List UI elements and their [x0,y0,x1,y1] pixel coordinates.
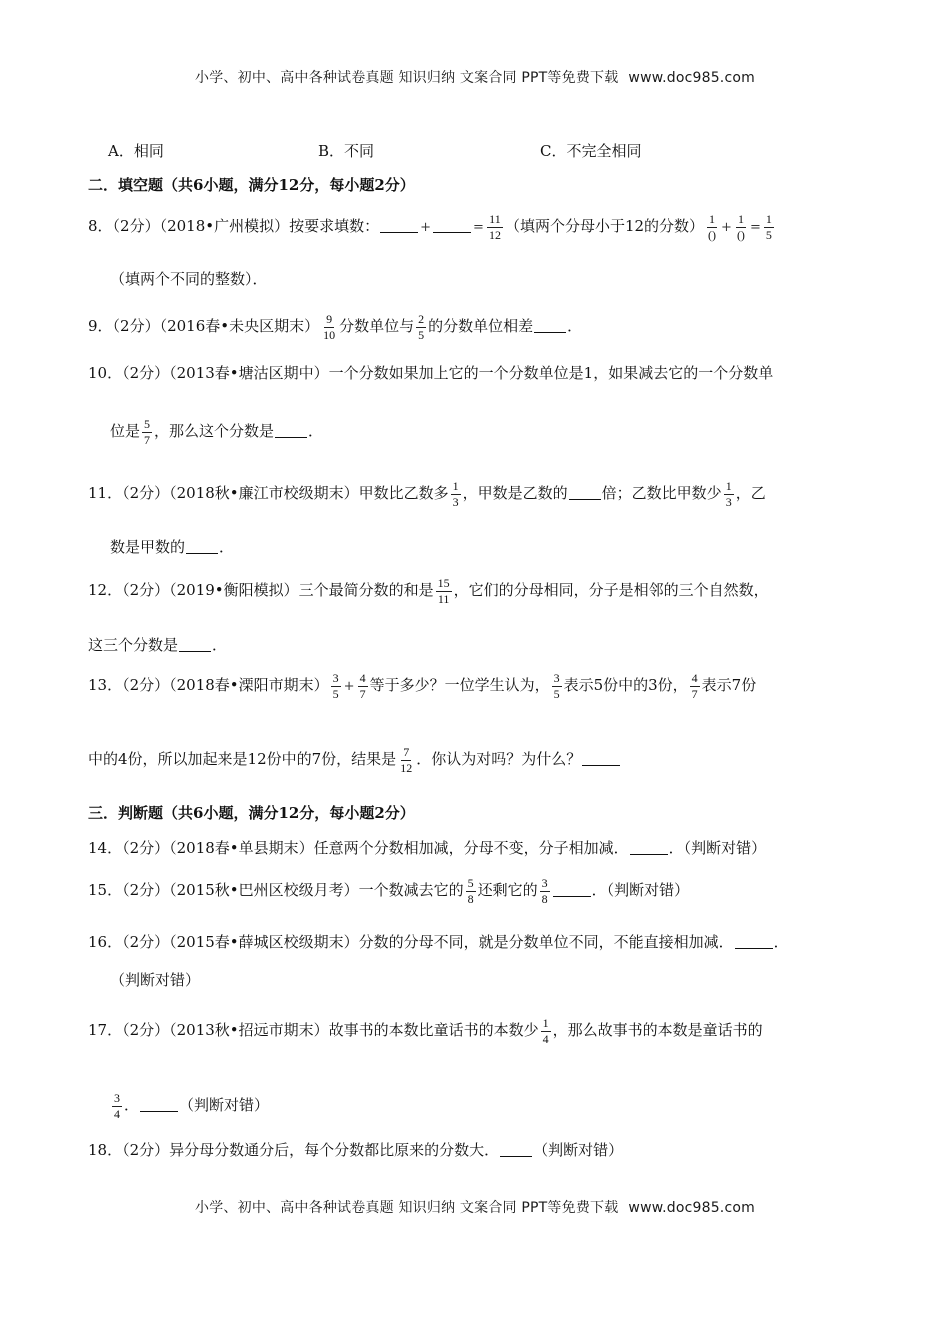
q13-mid2: 表示5份中的3份， [563,676,688,695]
q15-prefix: 15．（2分）（2015秋•巴州区校级月考）一个数减去它的 [88,881,464,900]
option-c: C．不完全相同 [540,142,642,160]
q8-prefix: 8．（2分）（2018•广州模拟）按要求填数： [88,217,380,236]
header-text: 小学、初中、高中各种试卷真题 知识归纳 文案合同 PPT等免费下载 [195,70,619,86]
option-a: A．相同 [108,142,164,160]
q12-end: ． [212,636,228,654]
plus-sign: + [721,219,732,235]
question-16 [88,935,789,950]
question-14 [88,841,766,856]
question-17 [88,1017,763,1045]
q9-mid: 分数单位与 [339,317,415,336]
answer-blank [735,947,773,949]
question-13-line2 [88,746,621,774]
q16-line2: （判断对错） [110,971,201,989]
q12-line2: 这三个分数是 [88,636,179,654]
plus-sign: + [420,219,432,235]
section-title-judgement: 三．判断题（共6小题，满分12分，每小题2分） [88,804,415,822]
fraction: $\frac{1}{5}$ [765,212,772,242]
fraction: $\frac{4}{7}$ [691,671,698,701]
fraction: $\frac{1}{4}$ [542,1016,549,1046]
fraction: $\frac{1}{3}$ [452,479,459,509]
q10-end: ． [308,422,324,441]
q8-line2: （填两个不同的整数）． [110,270,268,288]
q9-suffix: 的分数单位相差 [428,317,534,336]
fraction: $\frac{3}{8}$ [541,876,548,906]
q10-mid2: ，那么这个分数是 [154,422,275,441]
q9-end: ． [567,317,583,336]
footer-url[interactable]: www.doc985.com [628,1200,755,1216]
page-header [0,67,950,87]
page-footer [0,1197,950,1217]
question-12-line2 [88,638,227,653]
answer-blank [433,231,471,233]
answer-blank [569,498,601,500]
fraction: $\frac{4}{7}$ [359,671,366,701]
q13-prefix: 13．（2分）（2018春•溧阳市期末） [88,676,329,695]
q14-text: 14．（2分）（2018春•单县期末）任意两个分数相加减，分母不变，分子相加减． [88,839,629,857]
fraction: $\frac{3}{5}$ [332,671,339,701]
answer-blank [553,895,591,897]
q11-mid: ，甲数是乙数的 [462,484,568,503]
q18-text: 18．（2分）异分母分数通分后，每个分数都比原来的分数大． [88,1141,500,1159]
q16-end: ． [773,933,789,951]
fraction: $\frac{15}{11}$ [437,576,450,606]
q16-text: 16．（2分）（2015春•薛城区校级期末）分数的分母不同，就是分数单位不同，不能直接相加减． [88,933,734,951]
fraction: $\frac{5}{8}$ [467,876,474,906]
question-12 [88,577,769,605]
answer-blank [275,436,307,438]
fraction: $\frac{7}{12}$ [400,745,413,775]
q13-mid: 等于多少？一位学生认为， [369,676,550,695]
q15-end: ．（判断对错） [591,881,690,900]
question-15 [88,877,689,905]
question-9 [88,313,582,341]
answer-blank [380,231,418,233]
fraction: $\frac{9}{10}$ [323,312,336,342]
equals-sign: = [749,219,761,235]
answer-blank [500,1155,532,1157]
plus-sign: + [343,678,355,694]
fraction: $\frac{1}{()}$ [736,212,745,242]
question-11-line2 [110,540,234,555]
answer-blank [582,764,620,766]
q11-prefix: 11．（2分）（2018秋•廉江市校级期末）甲数比乙数多 [88,484,449,503]
header-url[interactable]: www.doc985.com [628,70,755,86]
q8-mid: （填两个分母小于12的分数） [504,217,705,236]
footer-text: 小学、初中、高中各种试卷真题 知识归纳 文案合同 PPT等免费下载 [195,1200,619,1216]
q17-prefix: 17．（2分）（2013秋•招远市期末）故事书的本数比童话书的本数少 [88,1021,539,1040]
answer-blank [186,552,218,554]
q11-line2: 数是甲数的 [110,538,186,556]
option-b: B．不同 [318,142,375,160]
answer-blank [179,650,211,652]
q14-end: ．（判断对错） [668,839,767,857]
question-17-line2 [110,1092,269,1120]
fraction: $\frac{3}{5}$ [553,671,560,701]
q17-suffix: ，那么故事书的本数是童话书的 [552,1021,763,1040]
q13-line2b: ．你认为对吗？为什么？ [416,750,582,769]
fraction: $\frac{1}{()}$ [708,212,717,242]
question-11 [88,480,766,508]
answer-blank [140,1110,178,1112]
q11-end: ． [219,538,235,556]
q15-mid: 还剩它的 [477,881,538,900]
fraction: $\frac{3}{4}$ [114,1091,120,1121]
answer-blank [534,331,566,333]
q17-end: （判断对错） [179,1096,270,1115]
q9-prefix: 9．（2分）（2016春•未央区期末） [88,317,320,336]
q18-end: （判断对错） [533,1141,624,1159]
question-18 [88,1143,623,1158]
q13-line2: 中的4份，所以加起来是12份中的7份，结果是 [88,750,397,769]
q13-suffix: 表示7份 [701,676,757,695]
q12-prefix: 12．（2分）（2019•衡阳模拟）三个最简分数的和是 [88,581,434,600]
fraction: $\frac{1}{3}$ [725,479,732,509]
q11-mid2: 倍；乙数比甲数少 [601,484,722,503]
question-8 [88,213,776,241]
q10-pre2: 位是 [110,422,141,441]
fraction: $\frac{5}{7}$ [144,417,151,447]
question-13 [88,672,756,700]
q17-mid2: ． [124,1096,140,1115]
question-10-line2 [110,418,323,446]
fraction: $\frac{11}{12}$ [488,212,501,242]
question-10: 10．（2分）（2013春•塘沽区期中）一个分数如果加上它的一个分数单位是1，如果减去它的一个分数单 [88,364,774,382]
section-title-fill-blank: 二．填空题（共6小题，满分12分，每小题2分） [88,176,415,194]
answer-blank [630,853,668,855]
equals-sign: = [473,219,484,235]
fraction: $\frac{2}{5}$ [418,312,425,342]
q12-suffix: ，它们的分母相同，分子是相邻的三个自然数， [453,581,769,600]
q11-suffix: ，乙 [735,484,766,503]
